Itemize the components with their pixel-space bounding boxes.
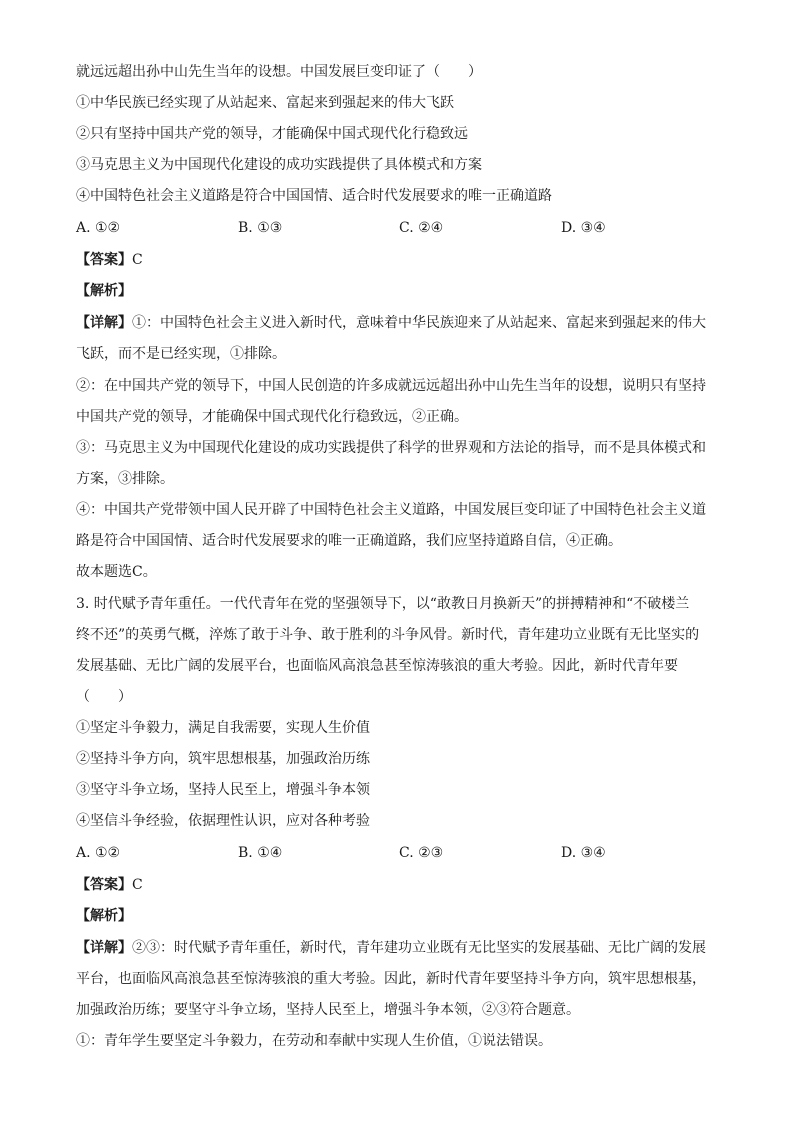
q3-item-1: ①坚定斗争毅力，满足自我需要，实现人生价值 — [76, 720, 370, 736]
q3-detail-4: ①：青年学生要坚定斗争毅力，在劳动和奉献中实现人生价值，①说法错误。 — [76, 1033, 552, 1049]
q2-option-c: C. ②④ — [399, 220, 444, 236]
q2-detail-8: 路是符合中国国情、适合时代发展要求的唯一正确道路，我们应坚持道路自信，④正确。 — [76, 533, 622, 549]
q3-item-2: ②坚持斗争方向，筑牢思想根基，加强政治历练 — [76, 751, 370, 767]
q3-option-a: A. ①② — [76, 845, 121, 861]
q2-option-b: B. ①③ — [238, 220, 283, 236]
q3-stem-4: （ ） — [76, 689, 132, 705]
q2-item-4: ④中国特色社会主义道路是符合中国国情、适合时代发展要求的唯一正确道路 — [76, 188, 552, 204]
q3-detail-2: 平台，也面临风高浪急甚至惊涛骇浪的重大考验。因此，新时代青年要坚持斗争方向，筑牢思想根基， — [76, 971, 706, 987]
q2-detail-4: 中国共产党的领导，才能确保中国式现代化行稳致远，②正确。 — [76, 409, 468, 425]
q2-detail-7: ④：中国共产党带领中国人民开辟了中国特色社会主义道路，中国发展巨变印证了中国特色社会主义道 — [76, 502, 706, 518]
q3-option-c: C. ②③ — [399, 845, 444, 861]
q2-detail-6: 方案，③排除。 — [76, 471, 174, 487]
q3-stem-1: 3. 时代赋予青年重任。一代代青年在党的坚强领导下，以“敢教日月换新天”的拼搏精神和“不破楼兰 — [76, 596, 690, 612]
q2-detail-label: 【详解】 — [76, 315, 132, 331]
q2-item-2: ②只有坚持中国共产党的领导，才能确保中国式现代化行稳致远 — [76, 126, 468, 142]
q3-analysis-label: 【解析】 — [76, 908, 132, 924]
q2-analysis-label: 【解析】 — [76, 283, 132, 299]
q3-option-b: B. ①④ — [238, 845, 283, 861]
q2-answer-value: C — [132, 252, 143, 268]
q2-detail-1: 【详解】①：中国特色社会主义进入新时代，意味着中华民族迎来了从站起来、富起来到强起来的伟大 — [76, 315, 706, 331]
q2-item-1: ①中华民族已经实现了从站起来、富起来到强起来的伟大飞跃 — [76, 95, 454, 111]
q3-detail-label: 【详解】 — [76, 940, 132, 956]
q3-answer — [76, 876, 143, 894]
q3-detail-3: 加强政治历练；要坚守斗争立场，坚持人民至上，增强斗争本领，②③符合题意。 — [76, 1002, 580, 1018]
q2-conclusion: 故本题选C。 — [76, 564, 157, 580]
q2-option-d: D. ③④ — [561, 220, 606, 236]
q3-detail-1: 【详解】②③：时代赋予青年重任，新时代，青年建功立业既有无比坚实的发展基础、无比广阔的发展 — [76, 940, 706, 956]
q2-option-a: A. ①② — [76, 220, 121, 236]
q3-stem-2: 终不还”的英勇气概，淬炼了敢于斗争、敢于胜利的斗争风骨。新时代，青年建功立业既有无比坚实的 — [76, 627, 700, 643]
q2-detail-3: ②：在中国共产党的领导下，中国人民创造的许多成就远远超出孙中山先生当年的设想，说明只有坚持 — [76, 378, 706, 394]
q2-detail-2: 飞跃，而不是已经实现，①排除。 — [76, 346, 286, 362]
q2-stem-tail: 就远远超出孙中山先生当年的设想。中国发展巨变印证了（ ） — [76, 64, 482, 80]
q2-answer — [76, 251, 143, 269]
q2-detail-5: ③：马克思主义为中国现代化建设的成功实践提供了科学的世界观和方法论的指导，而不是具体模式和 — [76, 440, 706, 456]
q3-stem-3: 发展基础、无比广阔的发展平台，也面临风高浪急甚至惊涛骇浪的重大考验。因此，新时代青年要 — [76, 658, 678, 674]
q2-item-3: ③马克思主义为中国现代化建设的成功实践提供了具体模式和方案 — [76, 157, 482, 173]
q2-answer-label: 【答案】 — [76, 252, 132, 268]
q3-item-3: ③坚守斗争立场，坚持人民至上，增强斗争本领 — [76, 782, 370, 798]
q3-answer-label: 【答案】 — [76, 877, 132, 893]
q3-option-d: D. ③④ — [561, 845, 606, 861]
q3-item-4: ④坚信斗争经验，依据理性认识，应对各种考验 — [76, 813, 370, 829]
q3-answer-value: C — [132, 877, 143, 893]
